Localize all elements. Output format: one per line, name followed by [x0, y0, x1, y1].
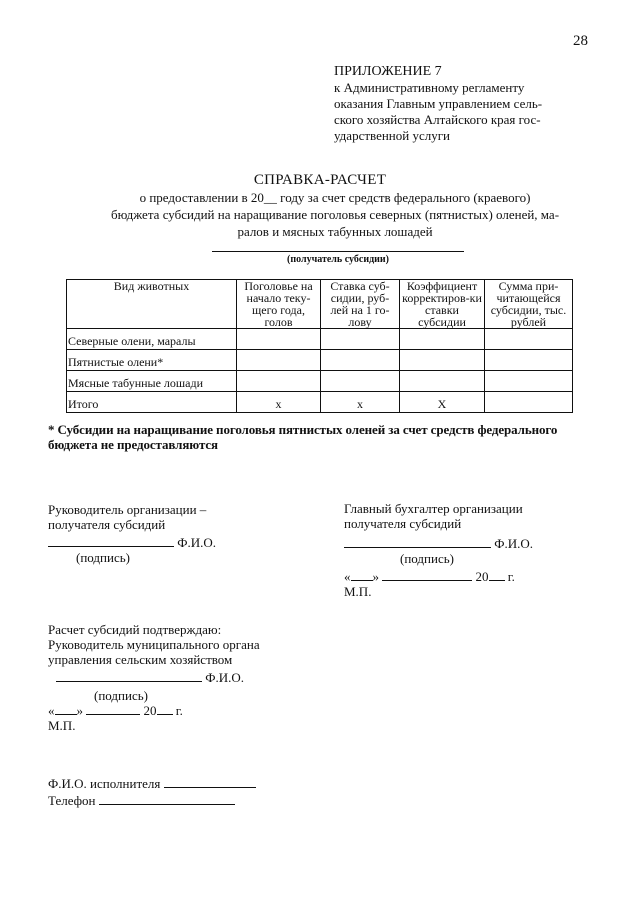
table-cell: [321, 371, 400, 392]
table-cell: [321, 350, 400, 371]
confirmation-line: Руководитель муниципального органа: [48, 637, 260, 652]
month-blank: [86, 714, 140, 715]
sign-caption: (подпись): [400, 551, 454, 566]
table-cell: [485, 371, 573, 392]
table-cell: [237, 350, 321, 371]
recipient-caption: (получатель субсидии): [287, 254, 389, 265]
table-cell: [400, 350, 485, 371]
table-cell: [400, 371, 485, 392]
table-cell: x: [237, 392, 321, 413]
fio-label: Ф.И.О.: [205, 670, 245, 685]
date-row: [344, 569, 533, 584]
table-cell: [485, 329, 573, 350]
accountant-sign-row: [344, 536, 533, 551]
table-cell: X: [400, 392, 485, 413]
month-blank: [382, 580, 472, 581]
table-cell: [485, 392, 573, 413]
accountant-title-line: Главный бухгалтер организации: [344, 501, 523, 516]
table-cell: x: [321, 392, 400, 413]
table-cell: [237, 329, 321, 350]
day-blank: [55, 714, 77, 715]
table-cell: [237, 371, 321, 392]
date-open-quote: «: [344, 569, 351, 584]
appendix-line: ского хозяйства Алтайского края гос-: [334, 112, 541, 127]
row-label: Итого: [67, 392, 237, 413]
confirmation-block: [48, 622, 260, 733]
date-close-quote: »: [76, 703, 83, 718]
head-title-line: получателя субсидий: [48, 517, 166, 532]
sign-caption: (подпись): [76, 550, 130, 565]
table-row-total: [67, 392, 573, 413]
appendix-line: оказания Главным управлением сель-: [334, 96, 543, 111]
table-row: [67, 329, 573, 350]
header-coefficient: Коэффициент корректиров-ки ставки субсидии: [400, 280, 485, 329]
head-sign-row: [48, 535, 216, 550]
header-animal-type: Вид животных: [67, 280, 237, 329]
confirmation-line: управления сельским хозяйством: [48, 652, 233, 667]
row-label: Пятнистые олени*: [67, 350, 237, 371]
appendix-line: ударственной услуги: [334, 128, 451, 143]
stamp-place: М.П.: [344, 584, 372, 599]
executor-fio-row: [48, 776, 256, 791]
head-title-line: Руководитель организации –: [48, 502, 207, 517]
date-close-quote: »: [372, 569, 379, 584]
stamp-place: М.П.: [48, 718, 76, 733]
executor-phone-row: [48, 793, 256, 808]
year-suffix: г.: [507, 569, 515, 584]
confirmation-line: Расчет субсидий подтверждаю:: [48, 622, 222, 637]
appendix-heading: ПРИЛОЖЕНИЕ 7: [334, 64, 442, 79]
appendix-line: к Административному регламенту: [334, 80, 525, 95]
row-label: Северные олени, маралы: [67, 329, 237, 350]
head-signature-block: [48, 502, 216, 565]
year-prefix: 20: [475, 569, 489, 584]
table-row: [67, 350, 573, 371]
year-prefix: 20: [143, 703, 157, 718]
subtitle-line: бюджета субсидий на наращивание поголовья северных (пятнистых) оленей, ма-: [110, 207, 560, 222]
subsidy-table: [66, 279, 573, 413]
subtitle-line: ралов и мясных табунных лошадей: [237, 224, 433, 239]
year-blank: [157, 714, 173, 715]
table-row: [67, 371, 573, 392]
executor-phone-blank: [99, 804, 235, 805]
fio-label: Ф.И.О.: [494, 536, 534, 551]
recipient-line: [212, 251, 464, 252]
signature-line: [56, 681, 202, 682]
footnote: * Субсидии на наращивание поголовья пятнистых оленей за счет средств федерального бюджета не предоставляются: [48, 422, 558, 452]
date-open-quote: «: [48, 703, 55, 718]
confirmation-sign-row: [56, 670, 260, 685]
subtitle-line: о предоставлении в 20__ году за счет средств федерального (краевого): [139, 190, 531, 205]
executor-fio-label: Ф.И.О. исполнителя: [48, 776, 161, 791]
table-header-row: [67, 280, 573, 329]
year-suffix: г.: [175, 703, 183, 718]
date-row: [48, 703, 260, 718]
fio-label: Ф.И.О.: [177, 535, 217, 550]
executor-fio-blank: [164, 787, 256, 788]
executor-block: [48, 776, 256, 808]
accountant-signature-block: [344, 501, 533, 599]
document-title: СПРАВКА-РАСЧЕТ: [253, 172, 387, 188]
table-cell: [485, 350, 573, 371]
executor-phone-label: Телефон: [48, 793, 96, 808]
day-blank: [351, 580, 373, 581]
appendix-block: [334, 64, 570, 144]
header-rate: Ставка суб-сидии, руб-лей на 1 го-лову: [321, 280, 400, 329]
header-headcount: Поголовье на начало теку-щего года, голов: [237, 280, 321, 329]
table-cell: [400, 329, 485, 350]
header-subsidy-sum: Сумма при-читающейся субсидии, тыс. рублей: [485, 280, 573, 329]
accountant-title-line: получателя субсидий: [344, 516, 462, 531]
year-blank: [489, 580, 505, 581]
row-label: Мясные табунные лошади: [67, 371, 237, 392]
document-subtitle: [80, 189, 590, 240]
page-number: 28: [573, 33, 588, 49]
signature-line: [344, 547, 491, 548]
signature-line: [48, 546, 174, 547]
table-cell: [321, 329, 400, 350]
sign-caption: (подпись): [94, 688, 148, 703]
